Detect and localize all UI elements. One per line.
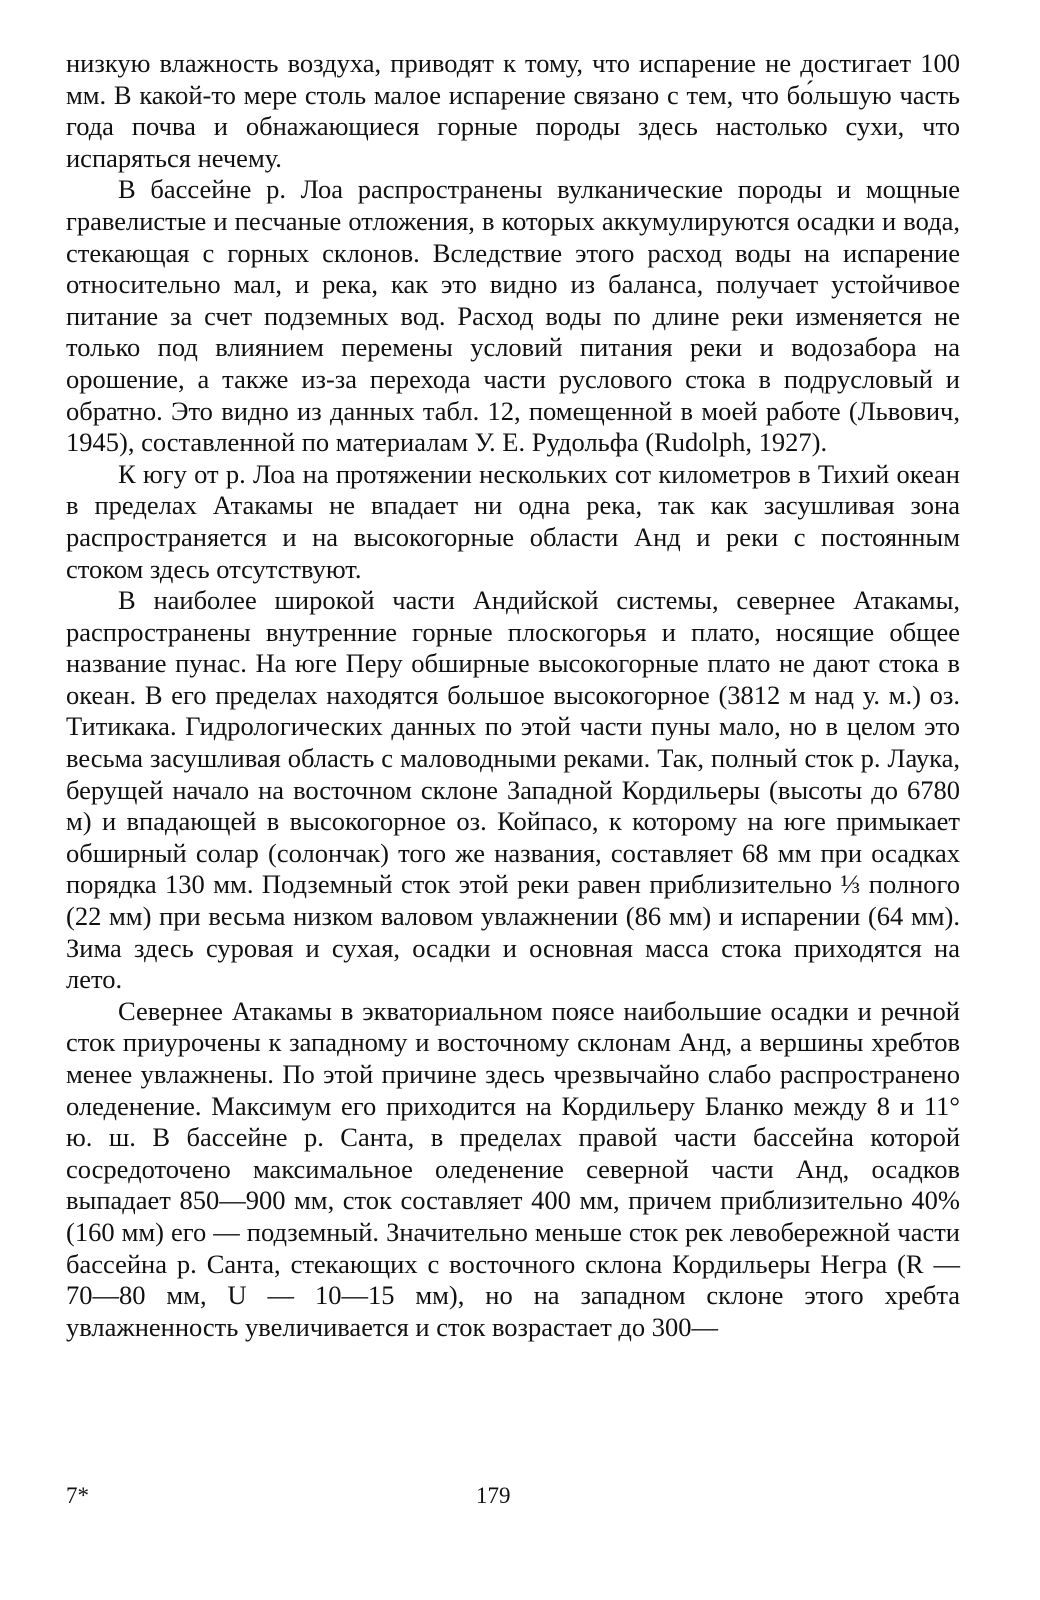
paragraph-punas: В наиболее широкой части Андийской системы, севернее Атакамы, распространены внутренние горные плоскогорья и плато, носящие общее название пунас. На юге Перу обширные высокогорные плато не дают стока в океан. В его пределах находятся большое высокогорное (3812 м над у. м.) оз. Титикака. Гидрологических данных по этой части пуны мало, но в целом это весьма засушливая область с маловодными реками. Так, полный сток р. Лаука, берущей начало на восточном склоне Западной Кордильеры (высоты до 6780 м) и впадающей в высокогорное оз. Койпасо, к которому на юге примыкает обширный солар (солончак) того же названия, составляет 68 мм при осадках порядка 130 мм. Подземный сток этой реки равен приблизительно ⅓ полного (22 мм) при весьма низком валовом увлажнении (86 мм) и испарении (64 мм). Зима здесь суровая и сухая, осадки и основная масса стока приходятся на лето.	[66, 585, 960, 995]
paragraph-equatorial-belt: Севернее Атакамы в экваториальном поясе наибольшие осадки и речной сток приурочены к западному и восточному склонам Анд, а вершины хребтов менее увлажнены. По этой причине здесь чрезвычайно слабо распространено оледенение. Максимум его приходится на Кордильеру Бланко между 8 и 11° ю. ш. В бассейне р. Санта, в пределах правой части бассейна которой сосредоточено максимальное оледенение северной части Анд, осадков выпадает 850—900 мм, сток составляет 400 мм, причем приблизительно 40% (160 мм) его — подземный. Значительно меньше сток рек левобережной части бассейна р. Санта, стекающих с восточного склона Кордильеры Негра (R — 70—80 мм, U — 10—15 мм), но на западном склоне этого хребта увлажненность увеличивается и сток возрастает до 300—	[66, 995, 960, 1342]
paragraph-continued: низкую влажность воздуха, приводят к тому, что испарение не достигает 100 мм. В какой-то мере столь малое испарение связано с тем, что бо́льшую часть года почва и обнажающиеся горные породы здесь настолько сухи, что испаряться нечему.	[66, 48, 960, 173]
book-page	[66, 48, 960, 1578]
page-footer	[66, 1480, 960, 1514]
paragraph-loa-basin: В бассейне р. Лоа распространены вулканические породы и мощные гравелистые и песчаные отложения, в которых аккумулируются осадки и вода, стекающая с горных склонов. Вследствие этого расход воды на испарение относительно мал, и река, как это видно из баланса, получает устойчивое питание за счет подземных вод. Расход воды по длине реки изменяется не только под влиянием перемены условий питания реки и водозабора на орошение, а также из-за перехода части руслового стока в подрусловый и обратно. Это видно из данных табл. 12, помещенной в моей работе (Львович, 1945), составленной по материалам У. Е. Рудольфа (Rudolph, 1927).	[66, 174, 960, 458]
page-number: 179	[476, 1483, 511, 1508]
paragraph-south-of-loa: К югу от р. Лоа на протяжении нескольких сот километров в Тихий океан в пределах Атакамы не впадает ни одна река, так как засушливая зона распространяется и на высокогорные области Анд и реки с постоянным стоком здесь отсутствуют.	[66, 458, 960, 584]
signature-mark: 7*	[66, 1483, 89, 1508]
